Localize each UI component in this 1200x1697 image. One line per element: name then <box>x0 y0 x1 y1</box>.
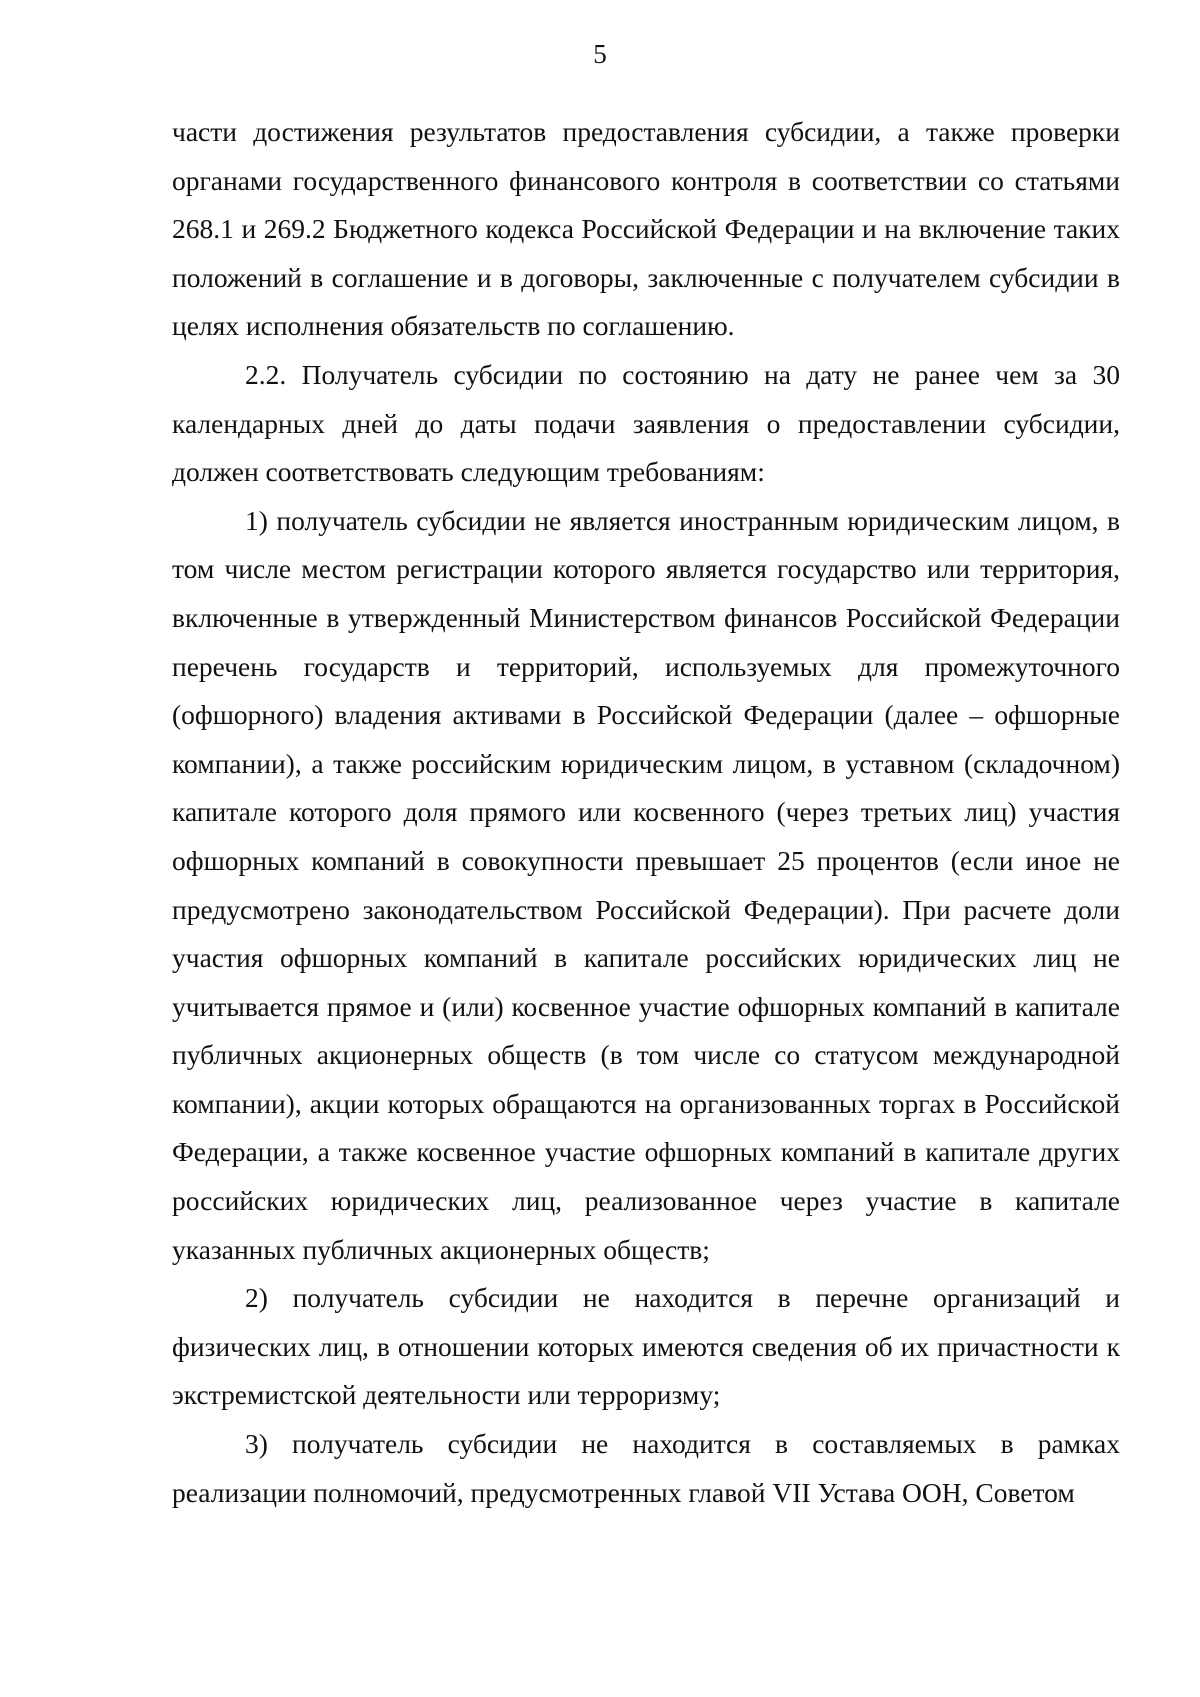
paragraph-item-3: 3) получатель субсидии не находится в составляемых в рамках реализации полномочий, предусмотренных главой VII Устава ООН, Советом <box>172 1428 1120 1508</box>
page-number: 5 <box>593 39 607 69</box>
paragraph-continuation: части достижения результатов предоставления субсидии, а также проверки органами государственного финансового контроля в соответствии со статьями 268.1 и 269.2 Бюджетного кодекса Российской Федерации и на включение таких положений в соглашение и в договоры, заключенные с получателем субсидии в целях исполнения обязательств по соглашению. <box>172 116 1120 342</box>
paragraph-2-2: 2.2. Получатель субсидии по состоянию на дату не ранее чем за 30 календарных дней до даты подачи заявления о предоставлении субсидии, должен соответствовать следующим требованиям: <box>172 358 1120 488</box>
paragraph-item-1: 1) получатель субсидии не является иностранным юридическим лицом, в том числе местом регистрации которого является государство или территория, включенные в утвержденный Министерством финансов Российской Федерации перечень государств и территорий, используемых для промежуточного (офшорного) владения активами в Российской Федерации (далее – офшорные компании), а также российским юридическим лицом, в уставном (складочном) капитале которого доля прямого или косвенного (через третьих лиц) участия офшорных компаний в совокупности превышает 25 процентов (если иное не предусмотрено законодательством Российской Федерации). При расчете доли участия офшорных компаний в капитале российских юридических лиц не учитывается прямое и (или) косвенное участие офшорных компаний в капитале публичных акционерных обществ (в том числе со статусом международной компании), акции которых обращаются на организованных торгах в Российской Федерации, а также косвенное участие офшорных компаний в капитале других российских юридических лиц, реализованное через участие в капитале указанных публичных акционерных обществ; <box>172 504 1120 1265</box>
document-body <box>172 108 1120 1517</box>
paragraph-item-2: 2) получатель субсидии не находится в перечне организаций и физических лиц, в отношении которых имеются сведения об их причастности к экстремистской деятельности или терроризму; <box>172 1282 1120 1411</box>
